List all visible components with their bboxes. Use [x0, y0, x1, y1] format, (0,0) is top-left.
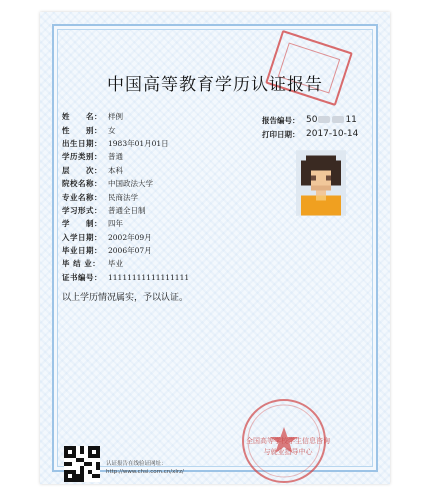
field-label: 证书编号：	[62, 272, 102, 282]
document-title: 中国高等教育学历认证报告	[107, 75, 323, 95]
avatar-pixel-art	[296, 150, 346, 216]
field-label: 毕 结 业：	[62, 259, 101, 269]
field-label: 出生日期：	[62, 138, 102, 148]
field-label: 入学日期：	[62, 232, 102, 242]
field-value: 2006年07月	[108, 246, 152, 256]
pixelated-photo	[296, 150, 346, 216]
field-label: 学习形式：	[62, 205, 102, 215]
field-row	[62, 257, 272, 270]
redaction-blur	[332, 116, 344, 123]
qr-code-icon	[64, 446, 100, 482]
field-label: 层 次：	[62, 165, 102, 175]
field-value: 11111111111111111	[108, 272, 190, 282]
field-value: 1983年01月01日	[108, 138, 169, 148]
print-date-label: 打印日期：	[262, 129, 300, 139]
field-label: 学 制：	[62, 219, 102, 229]
field-value: 毕业	[108, 259, 123, 269]
field-value: 样例	[108, 112, 123, 122]
field-row	[62, 271, 272, 284]
redaction-blur	[318, 116, 330, 123]
verify-info	[106, 460, 184, 476]
fields-list	[62, 110, 272, 284]
field-label: 院校名称：	[62, 179, 102, 189]
report-number-value	[306, 115, 357, 125]
report-number-suffix: 11	[345, 115, 357, 125]
report-meta	[262, 113, 358, 141]
field-row	[62, 217, 272, 230]
field-value: 2002年09月	[108, 232, 152, 242]
report-number-row	[262, 113, 358, 127]
seal-caption-line: 全国高等学校学生信息咨询	[246, 437, 330, 445]
field-row	[62, 137, 272, 150]
field-value: 本科	[108, 165, 123, 175]
field-row	[62, 110, 272, 123]
field-value: 民商法学	[108, 192, 138, 202]
field-value: 普通	[108, 152, 123, 162]
report-number-label: 报告编号：	[262, 115, 300, 125]
field-row	[62, 123, 272, 136]
verify-url[interactable]: http://www.chsi.com.cn/xlrz/	[106, 469, 184, 475]
seal-caption	[223, 436, 353, 458]
field-value: 女	[108, 125, 116, 135]
field-row	[62, 231, 272, 244]
certificate-paper	[40, 12, 390, 484]
verify-label: 认证报告在线验证网址：	[106, 461, 167, 467]
field-row	[62, 244, 272, 257]
seal-caption-line: 与就业指导中心	[263, 448, 313, 456]
field-label: 学历类别：	[62, 152, 102, 162]
print-date-row	[262, 127, 358, 141]
certification-statement: 以上学历情况属实，予以认证。	[62, 293, 189, 303]
field-value: 中国政法大学	[108, 179, 153, 189]
field-row	[62, 190, 272, 203]
field-row	[62, 177, 272, 190]
field-row	[62, 204, 272, 217]
field-label: 性 别：	[62, 125, 102, 135]
report-number-prefix: 50	[306, 115, 318, 125]
field-label: 专业名称：	[62, 192, 102, 202]
field-value: 普通全日制	[108, 205, 146, 215]
print-date-value: 2017-10-14	[306, 129, 359, 139]
field-row	[62, 150, 272, 163]
field-label: 毕业日期：	[62, 246, 102, 256]
field-label: 姓 名：	[62, 112, 102, 122]
field-value: 四年	[108, 219, 123, 229]
field-row	[62, 164, 272, 177]
